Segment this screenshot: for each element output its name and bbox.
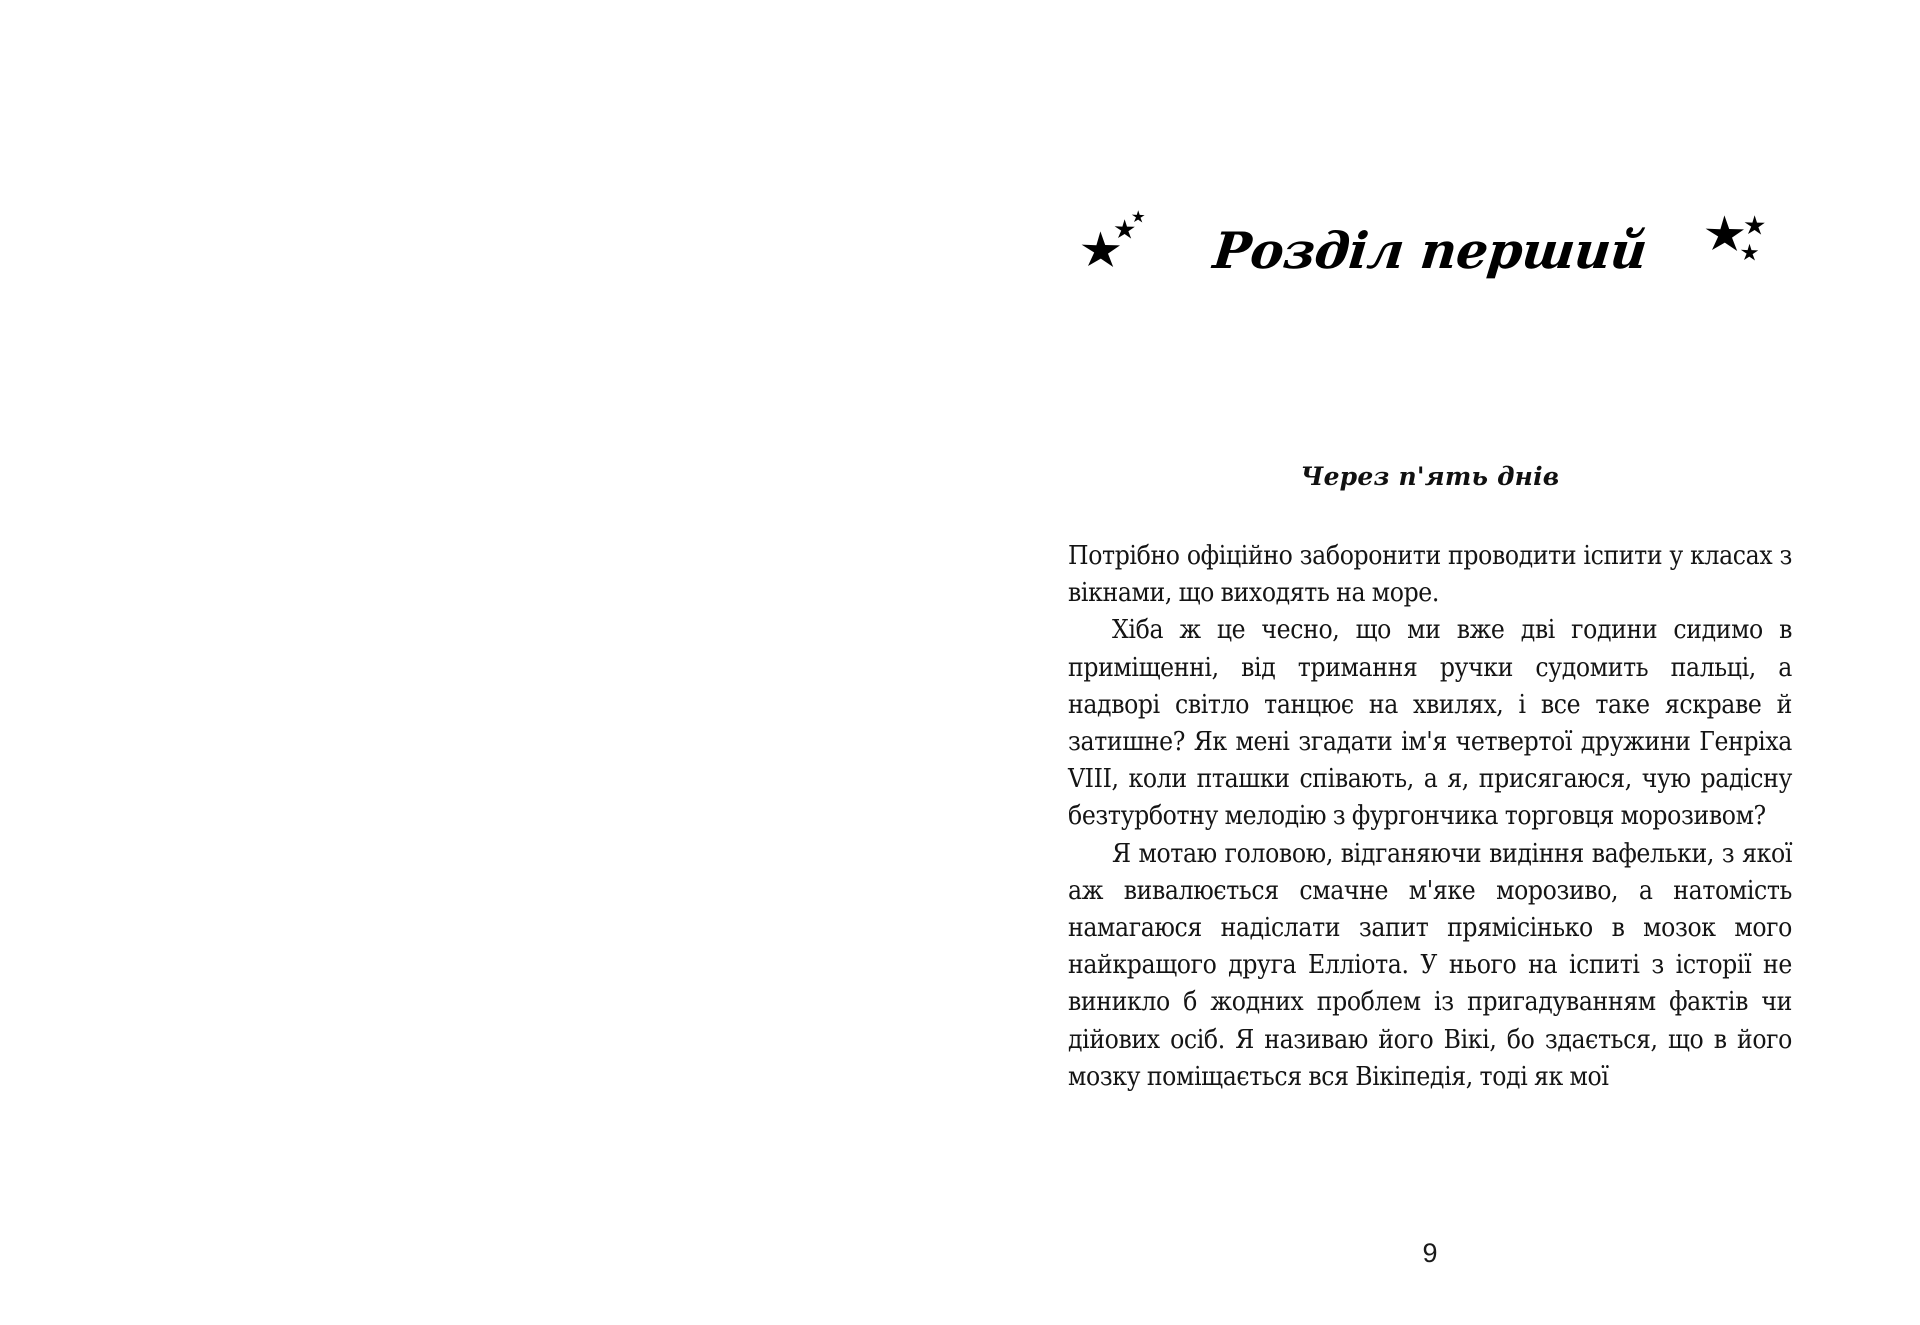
recto-page: [960, 0, 1920, 1325]
chapter-heading: [1068, 208, 1792, 328]
paragraph: Я мотаю головою, відганяючи видіння вафельки, з якої аж вивалюється смачне м'яке морозиво, а натомість намагаюся надіслати запит прямісінько в мозок мого найкращого друга Елліота. У нього на іспиті з історії не виникло б жодних проблем із пригадуванням фактів чи дійових осіб. Я називаю його Вікі, бо здається, що в його мозку поміщається вся Вікіпедія, тоді як мої: [1068, 838, 1792, 1092]
paragraph: Потрібно офіційно заборонити проводити іспити у класах з вікнами, що виходять на море.: [1068, 541, 1792, 609]
page-number: 9: [1422, 1238, 1438, 1268]
paragraph: Хіба ж це чесно, що ми вже дві години сидимо в приміщенні, від тримання ручки судомить пальці, а надворі світло танцює на хвилях, і все таке яскраве й затишне? Як мені згадати ім'я четвертої дружини Генріха VIII, коли пташки співають, а я, присягаюся, чую радісну безтурботну мелодію з фургончика торговця морозивом?: [1068, 615, 1792, 832]
section-subheading: Через п'ять днів: [1300, 462, 1560, 491]
text-column: [1068, 0, 1792, 1325]
chapter-title: Розділ перший: [1210, 221, 1650, 280]
body-text: [1068, 538, 1792, 1096]
